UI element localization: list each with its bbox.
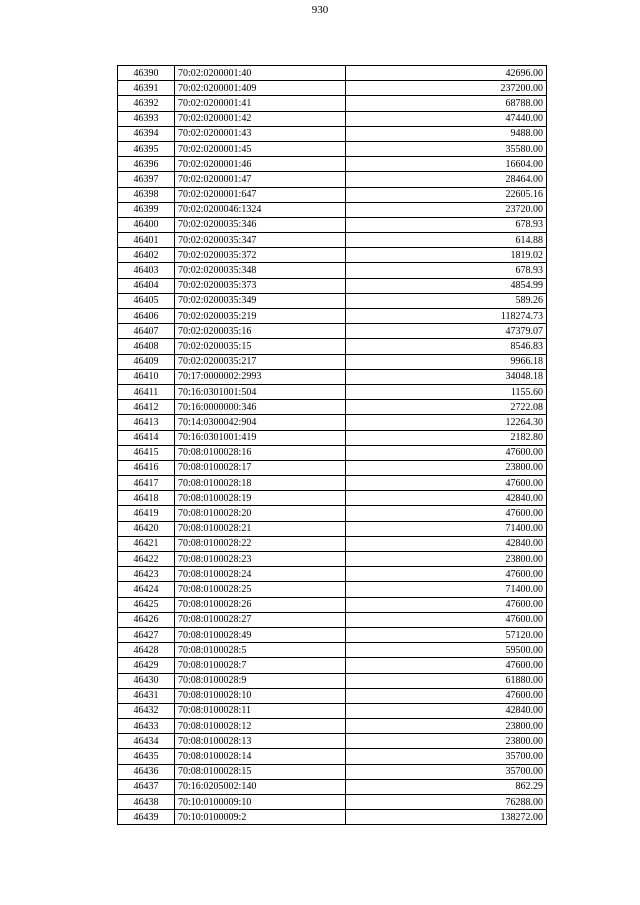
- row-number-cell: 46416: [118, 460, 175, 475]
- table-row: [118, 400, 547, 415]
- cadastral-number-cell: 70:10:0100009:2: [175, 810, 346, 825]
- value-cell: 61880.00: [346, 673, 547, 688]
- cadastral-number-cell: 70:08:0100028:26: [175, 597, 346, 612]
- value-cell: 23800.00: [346, 552, 547, 567]
- cadastral-number-cell: 70:08:0100028:19: [175, 491, 346, 506]
- value-cell: 34048.18: [346, 369, 547, 384]
- value-cell: 47600.00: [346, 597, 547, 612]
- value-cell: 71400.00: [346, 521, 547, 536]
- table-row: [118, 795, 547, 810]
- row-number-cell: 46429: [118, 658, 175, 673]
- value-cell: 47600.00: [346, 612, 547, 627]
- value-cell: 2182.80: [346, 430, 547, 445]
- cadastral-number-cell: 70:08:0100028:49: [175, 627, 346, 642]
- row-number-cell: 46434: [118, 734, 175, 749]
- table-row: [118, 612, 547, 627]
- table-row: [118, 354, 547, 369]
- cadastral-number-cell: 70:08:0100028:7: [175, 658, 346, 673]
- row-number-cell: 46401: [118, 233, 175, 248]
- cadastral-number-cell: 70:02:0200001:46: [175, 157, 346, 172]
- cadastral-number-cell: 70:02:0200035:346: [175, 217, 346, 232]
- table-row: [118, 749, 547, 764]
- value-cell: 138272.00: [346, 810, 547, 825]
- table-row: [118, 293, 547, 308]
- table-row: [118, 248, 547, 263]
- cadastral-number-cell: 70:02:0200001:47: [175, 172, 346, 187]
- row-number-cell: 46439: [118, 810, 175, 825]
- row-number-cell: 46411: [118, 384, 175, 399]
- row-number-cell: 46415: [118, 445, 175, 460]
- value-cell: 47600.00: [346, 567, 547, 582]
- row-number-cell: 46412: [118, 400, 175, 415]
- cadastral-number-cell: 70:02:0200035:16: [175, 324, 346, 339]
- table-row: [118, 582, 547, 597]
- cadastral-number-cell: 70:02:0200046:1324: [175, 202, 346, 217]
- row-number-cell: 46419: [118, 506, 175, 521]
- cadastral-number-cell: 70:14:0300042:904: [175, 415, 346, 430]
- table-row: [118, 187, 547, 202]
- cadastral-number-cell: 70:08:0100028:14: [175, 749, 346, 764]
- cadastral-number-cell: 70:08:0100028:18: [175, 476, 346, 491]
- row-number-cell: 46396: [118, 157, 175, 172]
- row-number-cell: 46393: [118, 111, 175, 126]
- value-cell: 47600.00: [346, 445, 547, 460]
- value-cell: 47600.00: [346, 506, 547, 521]
- row-number-cell: 46436: [118, 764, 175, 779]
- value-cell: 589.26: [346, 293, 547, 308]
- cadastral-number-cell: 70:08:0100028:5: [175, 643, 346, 658]
- row-number-cell: 46418: [118, 491, 175, 506]
- row-number-cell: 46435: [118, 749, 175, 764]
- table-row: [118, 491, 547, 506]
- table-row: [118, 552, 547, 567]
- table-row: [118, 627, 547, 642]
- table-row: [118, 369, 547, 384]
- table-row: [118, 263, 547, 278]
- cadastral-number-cell: 70:08:0100028:17: [175, 460, 346, 475]
- row-number-cell: 46424: [118, 582, 175, 597]
- row-number-cell: 46417: [118, 476, 175, 491]
- table-row: [118, 141, 547, 156]
- cadastral-number-cell: 70:17:0000002:2993: [175, 369, 346, 384]
- table-row: [118, 688, 547, 703]
- value-cell: 118274.73: [346, 309, 547, 324]
- value-cell: 9488.00: [346, 126, 547, 141]
- cadastral-number-cell: 70:02:0200035:347: [175, 233, 346, 248]
- row-number-cell: 46407: [118, 324, 175, 339]
- row-number-cell: 46426: [118, 612, 175, 627]
- value-cell: 42840.00: [346, 536, 547, 551]
- value-cell: 76288.00: [346, 795, 547, 810]
- cadastral-number-cell: 70:02:0200001:45: [175, 141, 346, 156]
- value-cell: 71400.00: [346, 582, 547, 597]
- cadastral-number-cell: 70:10:0100009:10: [175, 795, 346, 810]
- row-number-cell: 46397: [118, 172, 175, 187]
- table-row: [118, 339, 547, 354]
- row-number-cell: 46410: [118, 369, 175, 384]
- value-cell: 678.93: [346, 217, 547, 232]
- value-cell: 9966.18: [346, 354, 547, 369]
- cadastral-number-cell: 70:02:0200001:43: [175, 126, 346, 141]
- cadastral-number-cell: 70:08:0100028:9: [175, 673, 346, 688]
- value-cell: 862.29: [346, 779, 547, 794]
- value-cell: 23800.00: [346, 460, 547, 475]
- value-cell: 47440.00: [346, 111, 547, 126]
- value-cell: 68788.00: [346, 96, 547, 111]
- table-row: [118, 445, 547, 460]
- table-row: [118, 202, 547, 217]
- row-number-cell: 46422: [118, 552, 175, 567]
- table-row: [118, 476, 547, 491]
- cadastral-number-cell: 70:02:0200035:372: [175, 248, 346, 263]
- table-row: [118, 324, 547, 339]
- row-number-cell: 46413: [118, 415, 175, 430]
- value-cell: 42840.00: [346, 703, 547, 718]
- table-row: [118, 96, 547, 111]
- row-number-cell: 46391: [118, 81, 175, 96]
- table-row: [118, 703, 547, 718]
- cadastral-number-cell: 70:02:0200035:349: [175, 293, 346, 308]
- table-row: [118, 764, 547, 779]
- value-cell: 22605.16: [346, 187, 547, 202]
- cadastral-number-cell: 70:08:0100028:11: [175, 703, 346, 718]
- table-row: [118, 506, 547, 521]
- cadastral-number-cell: 70:08:0100028:23: [175, 552, 346, 567]
- row-number-cell: 46421: [118, 536, 175, 551]
- row-number-cell: 46404: [118, 278, 175, 293]
- value-cell: 16604.00: [346, 157, 547, 172]
- row-number-cell: 46406: [118, 309, 175, 324]
- table-row: [118, 779, 547, 794]
- value-cell: 678.93: [346, 263, 547, 278]
- table-row: [118, 384, 547, 399]
- value-cell: 1819.02: [346, 248, 547, 263]
- page-number: 930: [311, 4, 329, 16]
- row-number-cell: 46399: [118, 202, 175, 217]
- value-cell: 59500.00: [346, 643, 547, 658]
- cadastral-number-cell: 70:08:0100028:10: [175, 688, 346, 703]
- cadastral-number-cell: 70:02:0200001:40: [175, 66, 346, 81]
- cadastral-number-cell: 70:08:0100028:15: [175, 764, 346, 779]
- value-cell: 8546.83: [346, 339, 547, 354]
- cadastral-number-cell: 70:16:0000000:346: [175, 400, 346, 415]
- row-number-cell: 46409: [118, 354, 175, 369]
- table-row: [118, 81, 547, 96]
- row-number-cell: 46400: [118, 217, 175, 232]
- value-cell: 4854.99: [346, 278, 547, 293]
- row-number-cell: 46438: [118, 795, 175, 810]
- cadastral-number-cell: 70:16:0301001:419: [175, 430, 346, 445]
- table-body: [118, 66, 547, 825]
- table-row: [118, 536, 547, 551]
- table-row: [118, 111, 547, 126]
- table-row: [118, 278, 547, 293]
- value-cell: 28464.00: [346, 172, 547, 187]
- cadastral-number-cell: 70:08:0100028:13: [175, 734, 346, 749]
- cadastral-number-cell: 70:02:0200035:217: [175, 354, 346, 369]
- value-cell: 47379.07: [346, 324, 547, 339]
- row-number-cell: 46423: [118, 567, 175, 582]
- value-cell: 237200.00: [346, 81, 547, 96]
- table-row: [118, 126, 547, 141]
- table-row: [118, 233, 547, 248]
- value-cell: 42696.00: [346, 66, 547, 81]
- value-cell: 35580.00: [346, 141, 547, 156]
- value-cell: 12264.30: [346, 415, 547, 430]
- cadastral-number-cell: 70:02:0200035:219: [175, 309, 346, 324]
- row-number-cell: 46425: [118, 597, 175, 612]
- value-cell: 1155.60: [346, 384, 547, 399]
- cadastral-number-cell: 70:02:0200001:409: [175, 81, 346, 96]
- table-row: [118, 66, 547, 81]
- table-row: [118, 430, 547, 445]
- value-cell: 23800.00: [346, 719, 547, 734]
- cadastral-number-cell: 70:02:0200035:373: [175, 278, 346, 293]
- value-cell: 42840.00: [346, 491, 547, 506]
- table-row: [118, 658, 547, 673]
- value-cell: 35700.00: [346, 764, 547, 779]
- data-table: [117, 65, 547, 825]
- cadastral-number-cell: 70:02:0200035:15: [175, 339, 346, 354]
- cadastral-number-cell: 70:08:0100028:12: [175, 719, 346, 734]
- table-row: [118, 597, 547, 612]
- cadastral-number-cell: 70:16:0205002:140: [175, 779, 346, 794]
- row-number-cell: 46432: [118, 703, 175, 718]
- cadastral-number-cell: 70:02:0200001:42: [175, 111, 346, 126]
- row-number-cell: 46392: [118, 96, 175, 111]
- row-number-cell: 46394: [118, 126, 175, 141]
- cadastral-number-cell: 70:08:0100028:20: [175, 506, 346, 521]
- table-row: [118, 157, 547, 172]
- table-row: [118, 415, 547, 430]
- row-number-cell: 46395: [118, 141, 175, 156]
- table-row: [118, 567, 547, 582]
- cadastral-number-cell: 70:08:0100028:27: [175, 612, 346, 627]
- cadastral-number-cell: 70:02:0200001:647: [175, 187, 346, 202]
- value-cell: 2722.08: [346, 400, 547, 415]
- table-row: [118, 734, 547, 749]
- table-row: [118, 309, 547, 324]
- table-row: [118, 217, 547, 232]
- table-row: [118, 810, 547, 825]
- row-number-cell: 46403: [118, 263, 175, 278]
- row-number-cell: 46402: [118, 248, 175, 263]
- row-number-cell: 46430: [118, 673, 175, 688]
- cadastral-number-cell: 70:02:0200035:348: [175, 263, 346, 278]
- cadastral-number-cell: 70:08:0100028:25: [175, 582, 346, 597]
- cadastral-number-cell: 70:08:0100028:24: [175, 567, 346, 582]
- cadastral-number-cell: 70:02:0200001:41: [175, 96, 346, 111]
- value-cell: 47600.00: [346, 476, 547, 491]
- value-cell: 23800.00: [346, 734, 547, 749]
- row-number-cell: 46420: [118, 521, 175, 536]
- value-cell: 47600.00: [346, 658, 547, 673]
- row-number-cell: 46428: [118, 643, 175, 658]
- value-cell: 614.88: [346, 233, 547, 248]
- row-number-cell: 46390: [118, 66, 175, 81]
- row-number-cell: 46398: [118, 187, 175, 202]
- row-number-cell: 46437: [118, 779, 175, 794]
- value-cell: 47600.00: [346, 688, 547, 703]
- value-cell: 57120.00: [346, 627, 547, 642]
- row-number-cell: 46408: [118, 339, 175, 354]
- row-number-cell: 46427: [118, 627, 175, 642]
- cadastral-number-cell: 70:08:0100028:16: [175, 445, 346, 460]
- row-number-cell: 46431: [118, 688, 175, 703]
- row-number-cell: 46414: [118, 430, 175, 445]
- table-row: [118, 172, 547, 187]
- row-number-cell: 46405: [118, 293, 175, 308]
- value-cell: 35700.00: [346, 749, 547, 764]
- table-row: [118, 521, 547, 536]
- row-number-cell: 46433: [118, 719, 175, 734]
- cadastral-number-cell: 70:08:0100028:21: [175, 521, 346, 536]
- value-cell: 23720.00: [346, 202, 547, 217]
- cadastral-number-cell: 70:08:0100028:22: [175, 536, 346, 551]
- table-row: [118, 673, 547, 688]
- table-row: [118, 643, 547, 658]
- cadastral-number-cell: 70:16:0301001:504: [175, 384, 346, 399]
- table-row: [118, 719, 547, 734]
- table-row: [118, 460, 547, 475]
